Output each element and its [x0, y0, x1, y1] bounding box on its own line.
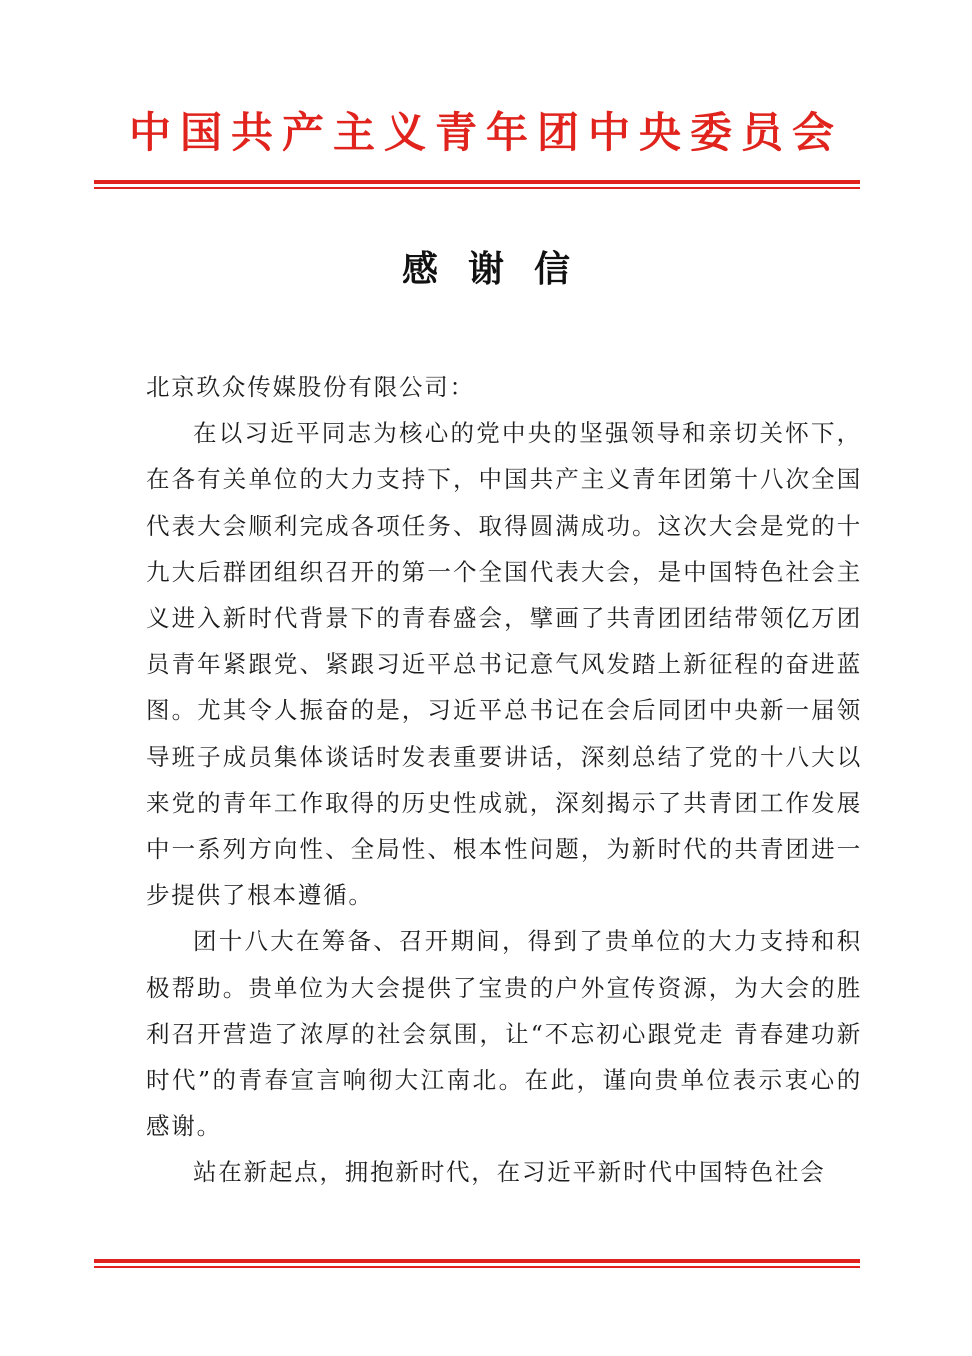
footer-divider-bottom [94, 1259, 860, 1268]
paragraph-2: 团十八大在筹备、召开期间，得到了贵单位的大力支持和积极帮助。贵单位为大会提供了宝贵的户外宣传资源，为大会的胜利召开营造了浓厚的社会氛围，让“不忘初心跟党走 青春建功新时代”的青春宣言响彻大江南北。在此，谨向贵单位表示衷心的感谢。 [146, 927, 862, 1141]
document-title: 感谢信 [401, 249, 600, 290]
salutation: 北京玖众传媒股份有限公司： [146, 373, 475, 401]
letterhead-divider-top [94, 180, 860, 189]
divider-thin-line [94, 187, 860, 189]
paragraph-3: 站在新起点，拥抱新时代，在习近平新时代中国特色社会 [193, 1158, 826, 1187]
letter-body [146, 364, 862, 1196]
letterhead-organization: 中国共产主义青年团中央委员会 [128, 108, 843, 157]
divider-thin-line [94, 1266, 860, 1268]
paragraph-1: 在以习近平同志为核心的党中央的坚强领导和亲切关怀下，在各有关单位的大力支持下，中国共产主义青年团第十八次全国代表大会顺利完成各项任务、取得圆满成功。这次大会是党的十九大后群团组织召开的第一个全国代表大会，是中国特色社会主义进入新时代背景下的青春盛会，擘画了共青团团结带领亿万团员青年紧跟党、紧跟习近平总书记意气风发踏上新征程的奋进蓝图。尤其令人振奋的是，习近平总书记在会后同团中央新一届领导班子成员集体谈话时发表重要讲话，深刻总结了党的十八大以来党的青年工作取得的历史性成就，深刻揭示了共青团工作发展中一系列方向性、全局性、根本性问题，为新时代的共青团进一步提供了根本遵循。 [146, 419, 862, 910]
